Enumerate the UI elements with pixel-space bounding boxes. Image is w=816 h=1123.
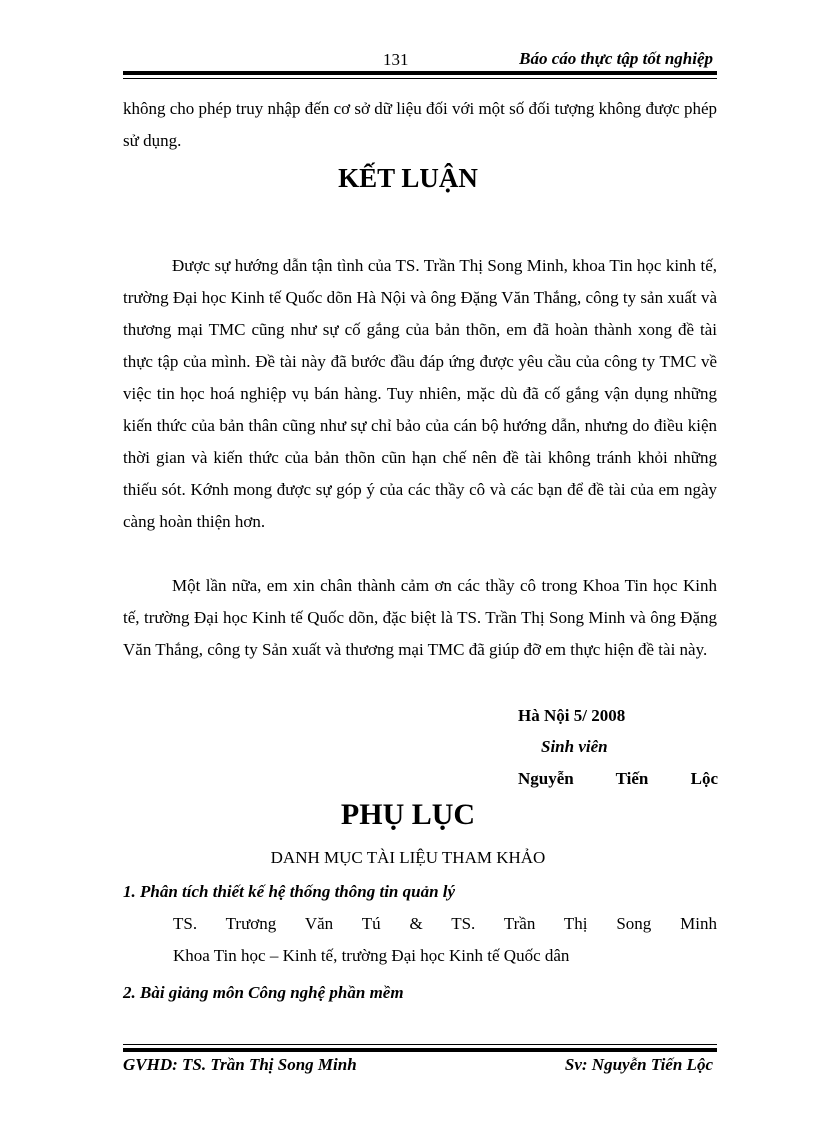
header-title: Báo cáo thực tập tốt nghiệp xyxy=(519,49,713,68)
appendix-title: PHỤ LỤC xyxy=(340,798,476,831)
references-heading: DANH MỤC TÀI LIỆU THAM KHẢO xyxy=(270,848,546,867)
intro-paragraph: không cho phép truy nhập đến cơ sở dữ liệu đối với một số đối tượng không được phép sử dụng. xyxy=(123,99,717,150)
signature-place-date: Hà Nội 5/ 2008 xyxy=(518,706,626,725)
header-page-number: 131 xyxy=(383,50,409,69)
footer-divider xyxy=(123,1048,717,1052)
reference-1-title: 1. Phân tích thiết kế hệ thống thông tin quản lý xyxy=(123,882,456,901)
footer-advisor: GVHD: TS. Trần Thị Song Minh xyxy=(123,1055,357,1074)
signature-role: Sinh viên xyxy=(541,737,608,756)
conclusion-paragraph-2: Một lần nữa, em xin chân thành cảm ơn các thầy cô trong Khoa Tin học Kinh tế, trường Đại học Kinh tế Quốc dõn, đặc biệt là TS. Trần Thị Song Minh và ông Đặng Văn Thắng, công ty Sản xuất và thương mại TMC đã giúp đỡ em thực hiện đề tài này. xyxy=(123,576,717,659)
header-divider xyxy=(123,71,717,75)
conclusion-title: KẾT LUẬN xyxy=(338,163,478,193)
signature-name: Nguyễn Tiến Lộc xyxy=(518,769,718,788)
reference-1-organization: Khoa Tin học – Kinh tế, trường Đại học Kinh tế Quốc dân xyxy=(173,946,570,965)
header-divider-thin xyxy=(123,78,717,79)
footer-divider-thin xyxy=(123,1044,717,1045)
reference-1-authors: TS. Trương Văn Tú & TS. Trần Thị Song Minh xyxy=(173,914,717,933)
footer-student: Sv: Nguyễn Tiến Lộc xyxy=(564,1055,713,1074)
conclusion-paragraph-1: Được sự hướng dẫn tận tình của TS. Trần Thị Song Minh, khoa Tin học kinh tế, trường Đại học Kinh tế Quốc dõn Hà Nội và ông Đặng Văn Thắng, công ty sản xuất và thương mại TMC cũng như sự cố gắng của bản thõn, em đã hoàn thành xong đề tài thực tập của mình. Đề tài này đã bước đầu đáp ứng được yêu cầu của công ty TMC về việc tin học hoá nghiệp vụ bán hàng. Tuy nhiên, mặc dù đã cố gắng vận dụng những kiến thức của bản thân cũng như sự chỉ bảo của cán bộ hướng dẫn, nhưng do điều kiện thời gian và kiến thức của bản thõn cũn hạn chế nên đề tài không tránh khỏi những thiếu sót. Kớnh mong được sự góp ý của các thầy cô và các bạn để đề tài của em ngày càng hoàn thiện hơn. xyxy=(123,256,717,531)
reference-2-title: 2. Bài giảng môn Công nghệ phần mềm xyxy=(123,983,404,1002)
